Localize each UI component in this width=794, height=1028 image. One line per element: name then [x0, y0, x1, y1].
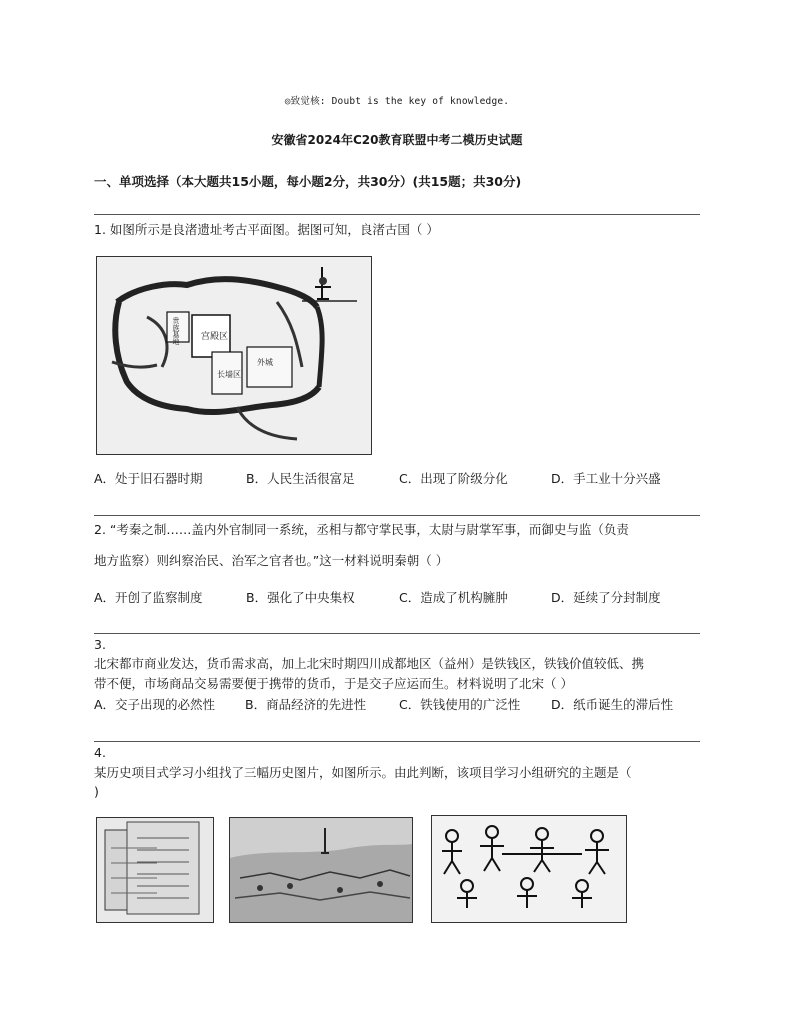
- divider: [94, 515, 700, 516]
- question-1-stem: 1. 如图所示是良渚遗址考古平面图。据图可知，良渚古国（ ）: [94, 222, 439, 237]
- map-label-tombs: 贵族墓地: [172, 317, 180, 345]
- map-label-palace: 宫殿区: [201, 332, 229, 342]
- map-label-outer: 外城: [257, 358, 273, 367]
- section-heading: 一、单项选择（本大题共15小题，每小题2分，共30分）(共15题；共30分): [94, 174, 522, 189]
- q3-option-a[interactable]: A．交子出现的必然性: [94, 697, 216, 712]
- historical-picture-2: [229, 817, 413, 923]
- q2-option-a[interactable]: A．开创了监察制度: [94, 590, 203, 605]
- page-title: 安徽省2024年C20教育联盟中考二模历史试题: [271, 133, 523, 147]
- historical-picture-1: [96, 817, 214, 923]
- question-4-stem-line1: 某历史项目式学习小组找了三幅历史图片，如图所示。由此判断，该项目学习小组研究的主题是（: [94, 765, 632, 780]
- q1-option-d[interactable]: D．手工业十分兴盛: [551, 471, 661, 486]
- q2-option-b[interactable]: B．强化了中央集权: [246, 590, 355, 605]
- map-label-wall: 长墙区: [217, 370, 241, 379]
- question-3-number: 3.: [94, 637, 106, 652]
- question-4-number: 4.: [94, 745, 106, 760]
- question-2-stem-line2: 地方监察）则纠察治民、治军之官者也。”这一材料说明秦朝（ ）: [94, 553, 449, 568]
- liangzhu-site-map: [96, 256, 372, 455]
- map-drawing: [97, 257, 371, 454]
- q1-option-c[interactable]: C．出现了阶级分化: [399, 471, 508, 486]
- historical-picture-3: [431, 815, 627, 923]
- divider: [94, 741, 700, 742]
- q2-option-c[interactable]: C．造成了机构臃肿: [399, 590, 508, 605]
- q2-option-d[interactable]: D．延续了分封制度: [551, 590, 661, 605]
- question-3-stem-line2: 带不便，市场商品交易需要便于携带的货币，于是交子应运而生。材料说明了北宋（ ）: [94, 676, 573, 691]
- question-3-stem-line1: 北宋都市商业发达，货币需求高，加上北宋时期四川成都地区（益州）是铁钱区，铁钱价值较低、携: [94, 656, 645, 671]
- question-4-stem-line2: ): [94, 784, 99, 799]
- divider: [94, 633, 700, 634]
- divider: [94, 214, 700, 215]
- q3-option-b[interactable]: B．商品经济的先进性: [245, 697, 367, 712]
- q1-option-b[interactable]: B．人民生活很富足: [246, 471, 355, 486]
- q3-option-c[interactable]: C．铁钱使用的广泛性: [399, 697, 521, 712]
- q3-option-d[interactable]: D．纸币诞生的滞后性: [551, 697, 674, 712]
- question-2-stem-line1: 2. “考秦之制……盖内外官制同一系统，丞相与都守掌民事，太尉与尉掌军事，而御史与监（负责: [94, 522, 629, 537]
- q1-option-a[interactable]: A．处于旧石器时期: [94, 471, 203, 486]
- header-motto: ◎致觉核: Doubt is the key of knowledge.: [284, 96, 510, 107]
